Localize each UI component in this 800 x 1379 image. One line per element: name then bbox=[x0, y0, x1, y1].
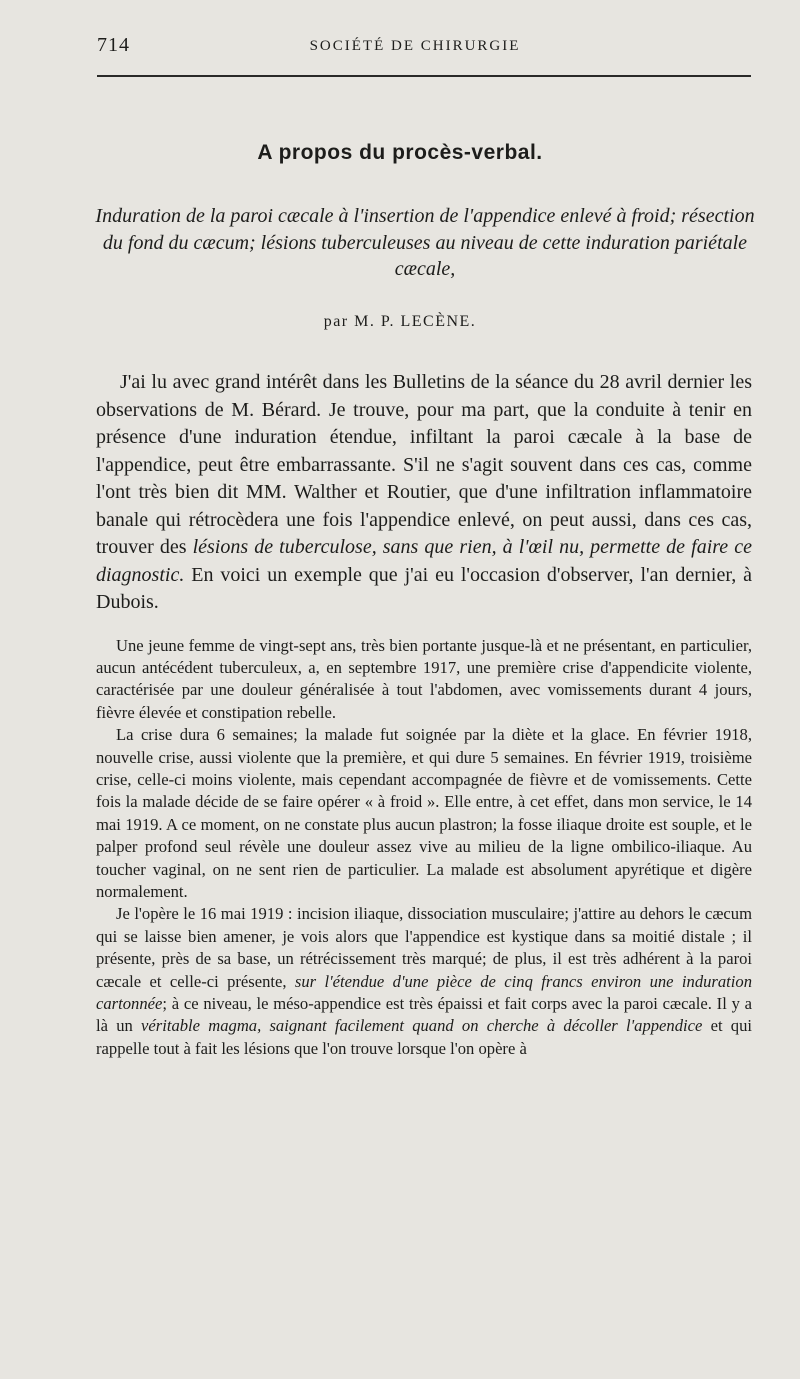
observation-section bbox=[96, 635, 752, 1061]
article-title: A propos du procès-verbal. bbox=[257, 141, 543, 164]
obs3-text-b: ; à ce niveau, le méso-appendice est très épaissi et fait corps avec la paroi cæcale. Il y a là un bbox=[96, 994, 752, 1036]
intro-text: J'ai lu avec grand intérêt dans les Bulletins de la séance du 28 avril dernier les observations de M. Bérard. Je trouve, pour ma part, que la conduite à tenir en présence d'une induration étendue, infiltant la paroi cæcale à la base de l'appendice, peut être embarrassante. S'il ne s'agit souvent dans ces cas, comme l'ont très bien dit MM. Walther et Routier, que d'une infiltration inflammatoire banale qui rétrocèdera une fois l'appendice enlevé, on peut aussi, dans ces cas, trouver des bbox=[96, 371, 752, 558]
article-subtitle: Induration de la paroi cæcale à l'insertion de l'appendice enlevé à froid; résection du fond du cæcum; lésions tuberculeuses au niveau de cette induration pariétale cæcale, bbox=[95, 205, 755, 280]
intro-text-end: En voici un exemple que j'ai eu l'occasion d'observer, l'an dernier, à Dubois. bbox=[96, 563, 752, 613]
obs3-emphasis-1: sur l'étendue d'une pièce de cinq francs environ une induration cartonnée bbox=[96, 971, 752, 1013]
article-body bbox=[96, 369, 752, 1060]
obs3-emphasis-2: véritable magma, saignant facilement quand on cherche à décoller l'appendice bbox=[141, 1016, 703, 1036]
page-number: 714 bbox=[97, 34, 130, 56]
article-byline: par M. P. LECÈNE. bbox=[323, 313, 477, 330]
intro-paragraph bbox=[96, 369, 752, 617]
intro-emphasis: lésions de tuberculose, sans que rien, à l'œil nu, permette de faire ce diagnostic. bbox=[96, 536, 752, 586]
observation-paragraph-1: Une jeune femme de vingt-sept ans, très bien portante jusque-là et ne présentant, en particulier, aucun antécédent tuberculeux, a, en septembre 1917, une première crise d'appendicite violente, caractérisée par une douleur généralisée à tout l'abdomen, avec vomissements durant 4 jours, fièvre élevée et constipation rebelle. bbox=[96, 635, 752, 722]
obs3-text-a: Je l'opère le 16 mai 1919 : incision iliaque, dissociation musculaire; j'attire au dehors le cæcum qui se laisse bien amener, je vois alors que l'appendice est kystique dans sa moitié distale ; il présente, près de sa base, un rétrécissement très marqué; de plus, il est très adhérent à la paroi cæcale et celle-ci présente, bbox=[96, 904, 752, 991]
header-rule bbox=[97, 75, 751, 77]
intro-section bbox=[96, 369, 752, 617]
obs3-text-c: et qui rappelle tout à fait les lésions que l'on trouve lorsque l'on opère à bbox=[96, 1016, 752, 1058]
running-head: SOCIÉTÉ DE CHIRURGIE bbox=[309, 38, 521, 54]
page-header bbox=[0, 28, 800, 68]
observation-paragraph-3 bbox=[96, 903, 752, 1060]
observation-paragraph-2: La crise dura 6 semaines; la malade fut soignée par la diète et la glace. En février 1918, nouvelle crise, aussi violente que la première, et qui dure 5 semaines. En février 1919, troisième crise, celle-ci moins violente, mais cependant accompagnée de fièvre et de vomissements. Cette fois la malade décide de se faire opérer « à froid ». Elle entre, à cet effet, dans mon service, le 14 mai 1919. A ce moment, on ne constate plus aucun plastron; la fosse iliaque droite est souple, et le palper profond seul révèle une douleur assez vive au milieu de la ligne ombilico-iliaque. Au toucher vaginal, on ne sent rien de particulier. La malade est absolument apyrétique et digère normalement. bbox=[96, 725, 752, 901]
